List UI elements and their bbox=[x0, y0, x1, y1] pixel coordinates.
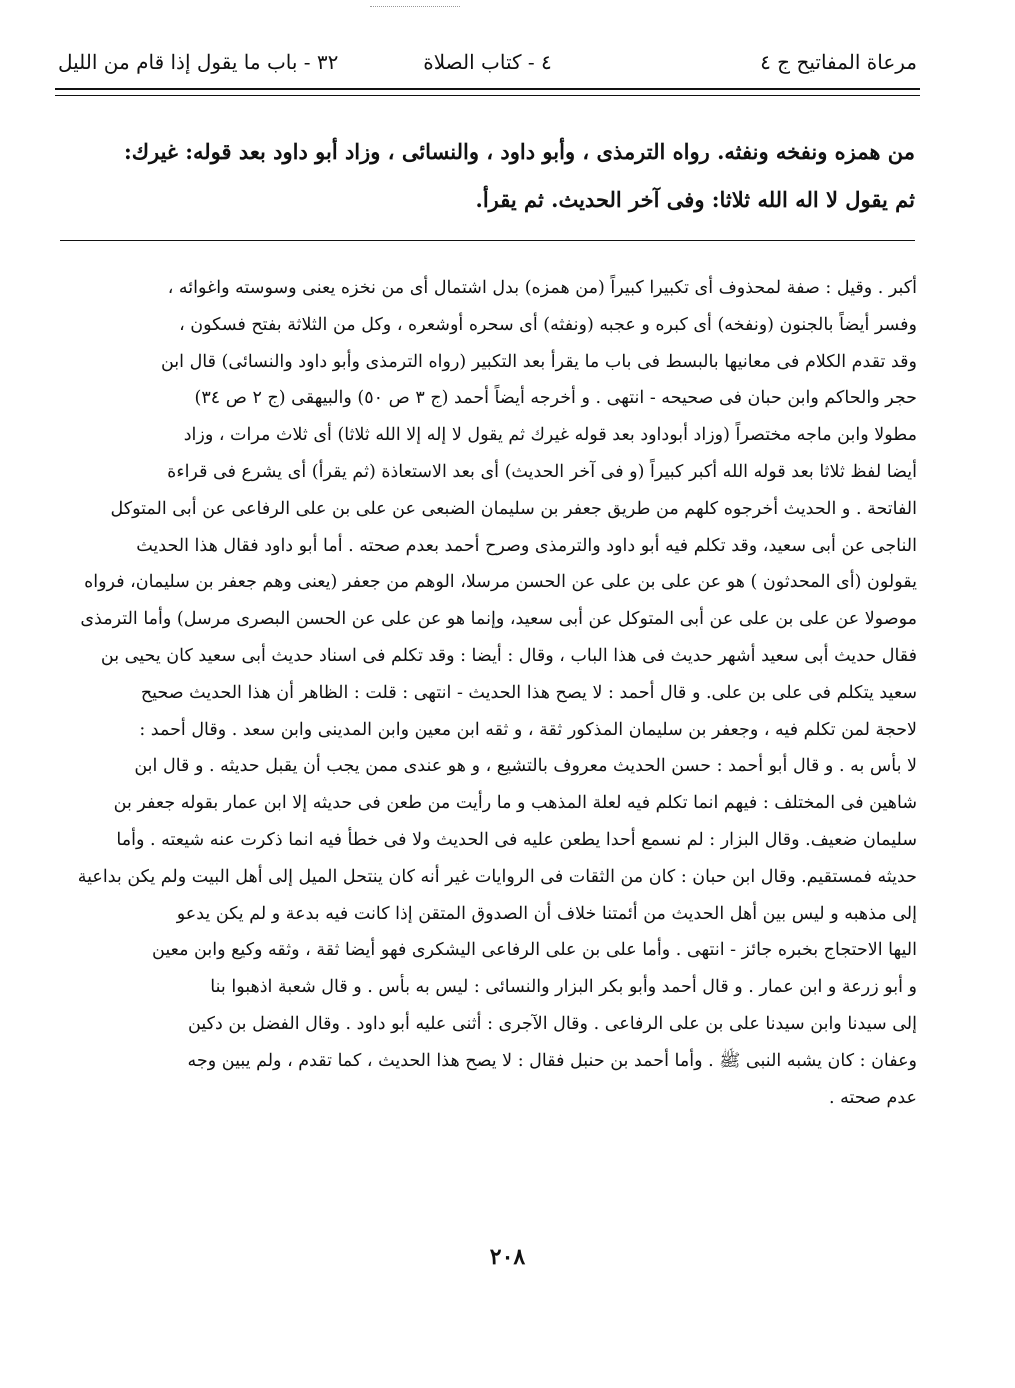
header-chapter: ٤ - كتاب الصلاة bbox=[423, 50, 552, 74]
commentary-line: وعفان : كان يشبه النبى ﷺ . وأما أحمد بن حنبل فقال : لا يصح هذا الحديث ، كما تقدم ، ولم يبين وجه bbox=[187, 1050, 917, 1071]
commentary-line: الفاتحة . و الحديث أخرجوه كلهم من طريق جعفر بن سليمان الضبعى عن على بن على الرفاعى عن أبى المتوكل bbox=[110, 498, 917, 519]
header-section: ٣٢ - باب ما يقول إذا قام من الليل bbox=[58, 50, 339, 74]
commentary-line: لاحجة لمن تكلم فيه ، وجعفر بن سليمان المذكور ثقة ، و ثقه ابن معين وابن المدينى وابن سعد . وقال أحمد : bbox=[139, 719, 917, 740]
commentary-line: لا بأس به . و قال أبو أحمد : حسن الحديث معروف بالتشيع ، و هو عندى ممن يجب أن يقبل حديثه . و قال ابن bbox=[134, 756, 917, 777]
commentary-line: يقولون (أى المحدثون ) هو عن على بن على عن الحسن مرسلا، الوهم من جعفر (يعنى وهم جعفر بن سليمان، فرواه bbox=[84, 572, 917, 593]
commentary-line: وفسر أيضاً بالجنون (ونفخه) أى كبره و عجبه (ونفثه) أى سحره أوشعره ، وكل من الثلاثة بفتح فسكون ، bbox=[179, 314, 917, 335]
commentary-line: موصولا عن على بن على عن أبى المتوكل عن أبى سعيد، وإنما هو عن على عن الحسن البصرى مرسل) وأما الترمذى bbox=[80, 609, 917, 630]
commentary-line: وقد تقدم الكلام فى معانيها بالبسط فى باب ما يقرأ بعد التكبير (رواه الترمذى وأبو داود والنسائى) قال ابن bbox=[160, 351, 917, 372]
commentary-line: إلى سيدنا وابن سيدنا على بن على الرفاعى . وقال الآجرى : أثنى عليه أبو داود . وقال الفضل بن دكين bbox=[188, 1013, 917, 1034]
commentary-line: حجر والحاكم وابن حبان فى صحيحه - انتهى . و أخرجه أيضاً أحمد (ج ٣ ص ٥٠) والبيهقى (ج ٢ ص ٣٤) bbox=[194, 388, 917, 409]
page-number: ٢٠٨ bbox=[489, 1244, 526, 1270]
commentary-line: شاهين فى المختلف : فيهم انما تكلم فيه لعلة المذهب و ما رأيت من طعن فى حديثه إلا ابن عمار بقوله جعفر بن bbox=[113, 793, 917, 814]
commentary-line: سعيد يتكلم فى على بن على. و قال أحمد : لا يصح هذا الحديث - انتهى : قلت : الظاهر أن هذا الحديث صحيح bbox=[140, 682, 917, 703]
hadith-text bbox=[60, 128, 915, 224]
header-book-title: مرعاة المفاتيح ج ٤ bbox=[760, 50, 917, 74]
header-rule bbox=[55, 88, 920, 96]
hadith-line: من همزه ونفخه ونفثه. رواه الترمذى ، وأبو داود ، والنسائى ، وزاد أبو داود بعد قوله: غيرك: bbox=[123, 139, 915, 164]
section-divider bbox=[60, 240, 915, 241]
commentary-line: فقال حديث أبى سعيد أشهر حديث فى هذا الباب ، وقال : أيضا : وقد تكلم فى اسناد حديث أبى سعيد كان يحيى بن bbox=[100, 645, 917, 666]
commentary-line: سليمان ضعيف. وقال البزار : لم نسمع أحدا يطعن عليه فى الحديث ولا فى خطأ فيه انما ذكرت عنه شيعته . وأما bbox=[116, 829, 917, 850]
commentary-line: الناجى عن أبى سعيد، وقد تكلم فيه أبو داود والترمذى وصرح أحمد بعدم صحته . أما أبو داود فقال هذا الحديث bbox=[136, 535, 917, 556]
commentary-line: أكبر . وقيل : صفة لمحذوف أى تكبيرا كبيراً (من همزه) بدل اشتمال أى من نخزه يعنى وسوسته واغوائه ، bbox=[167, 278, 917, 298]
commentary-line: مطولا وابن ماجه مختصراً (وزاد أبوداود بعد قوله غيرك ثم يقول لا إله إلا الله ثلاثا) أى ثلاث مرات ، وزاد bbox=[183, 425, 917, 446]
commentary-line: و أبو زرعة و ابن عمار . و قال أحمد وأبو بكر البزار والنسائى : ليس به بأس . و قال شعبة اذهبوا بنا bbox=[210, 977, 917, 998]
commentary-line: أيضا لفظ ثلاثا بعد قوله الله أكبر كبيراً (و فى آخر الحديث) أى بعد الاستعاذة (ثم يقرأ) أى يشرع فى قراءة bbox=[167, 461, 917, 482]
commentary-line: عدم صحته . bbox=[829, 1087, 917, 1108]
hadith-line: ثم يقول لا اله الله ثلاثا: وفى آخر الحديث. ثم يقرأ. bbox=[475, 187, 915, 212]
scan-mark bbox=[370, 6, 460, 7]
commentary-text bbox=[58, 270, 917, 1116]
commentary-line: إلى مذهبه و ليس بين أهل الحديث من أئمتنا خلاف أن الصدوق المتقن إذا كانت فيه بدعة و لم يكن يدعو bbox=[176, 903, 917, 924]
commentary-line: حديثه فمستقيم. وقال ابن حبان : كان من الثقات فى الروايات غير أنه كان ينتحل الميل إلى أهل البيت ولم يكن بداعية bbox=[77, 866, 917, 887]
commentary-line: اليها الاحتجاج بخبره جائز - انتهى . وأما على بن على الرفاعى اليشكرى فهو أيضا ثقة ، وثقه وكيع وابن معين bbox=[152, 940, 917, 961]
running-header bbox=[58, 44, 917, 84]
